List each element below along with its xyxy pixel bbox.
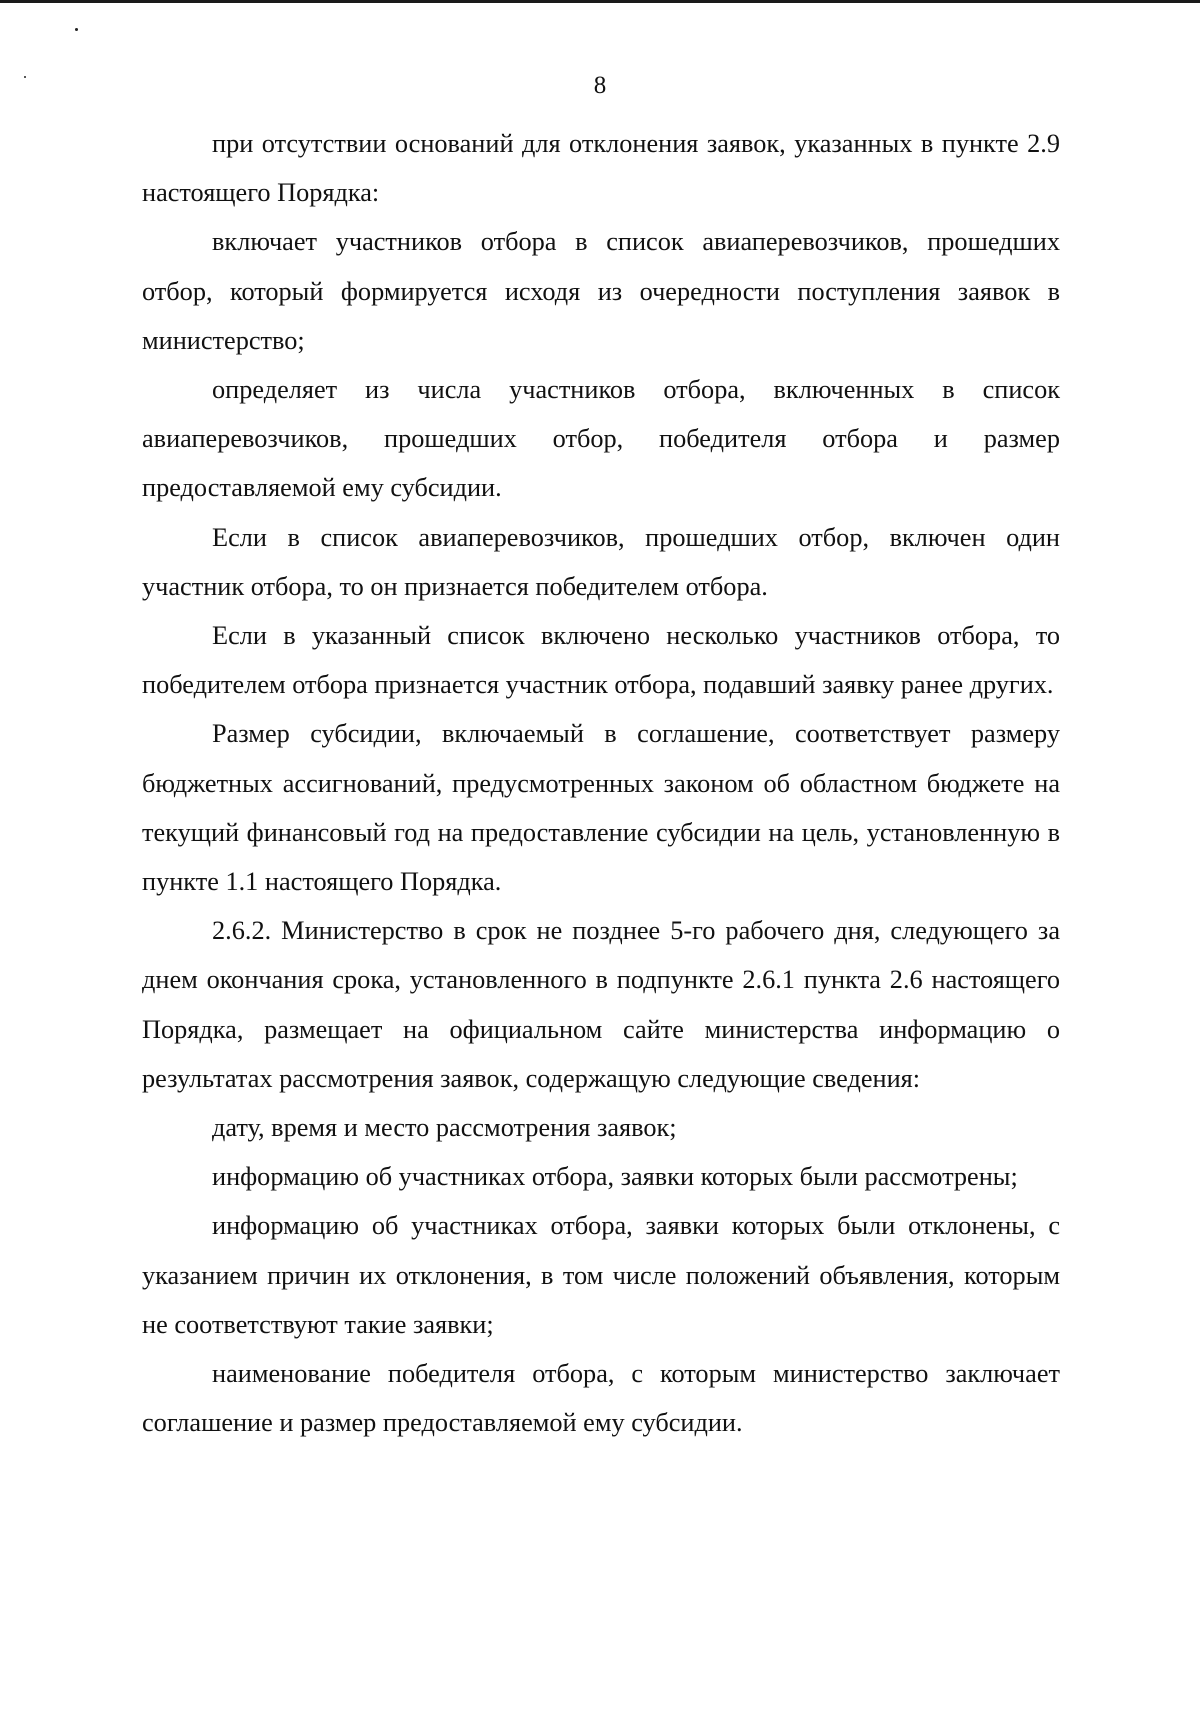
paragraph: дату, время и место рассмотрения заявок; xyxy=(212,1113,677,1143)
paragraph: при отсутствии оснований для отклонения заявок, указанных в пункте 2.9 настоящего Порядка: xyxy=(142,129,1060,208)
paragraph: информацию об участниках отбора, заявки которых были отклонены, с указанием причин их отклонения, в том числе положений объявления, которым не соответствуют такие заявки; xyxy=(142,1211,1060,1339)
paragraph: наименование победителя отбора, с которым министерство заключает соглашение и размер предоставляемой ему субсидии. xyxy=(142,1359,1060,1438)
paragraph: 2.6.2. Министерство в срок не позднее 5-го рабочего дня, следующего за днем окончания срока, установленного в подпункте 2.6.1 пункта 2.6 настоящего Порядка, размещает на официальном сайте министерства информацию о результатах рассмотрения заявок, содержащую следующие сведения: xyxy=(142,916,1060,1093)
page-number: 8 xyxy=(593,72,607,99)
paragraph: Если в список авиаперевозчиков, прошедших отбор, включен один участник отбора, то он признается победителем отбора. xyxy=(142,522,1060,601)
paragraph: Если в указанный список включено несколько участников отбора, то победителем отбора признается участник отбора, подавший заявку ранее других. xyxy=(142,621,1060,700)
top-border-line xyxy=(0,0,1200,3)
document-body xyxy=(142,119,1060,1447)
paragraph: Размер субсидии, включаемый в соглашение, соответствует размеру бюджетных ассигнований, предусмотренных законом об областном бюджете на текущий финансовый год на предоставление субсидии на цель, установленную в пункте 1.1 настоящего Порядка. xyxy=(142,719,1060,897)
scan-speck xyxy=(75,28,78,31)
paragraph: включает участников отбора в список авиаперевозчиков, прошедших отбор, который формируется исходя из очередности поступления заявок в министерство; xyxy=(142,227,1060,355)
paragraph: определяет из числа участников отбора, включенных в список авиаперевозчиков, прошедших отбор, победителя отбора и размер предоставляемой ему субсидии. xyxy=(142,375,1060,503)
paragraph: информацию об участниках отбора, заявки которых были рассмотрены; xyxy=(212,1162,1018,1192)
